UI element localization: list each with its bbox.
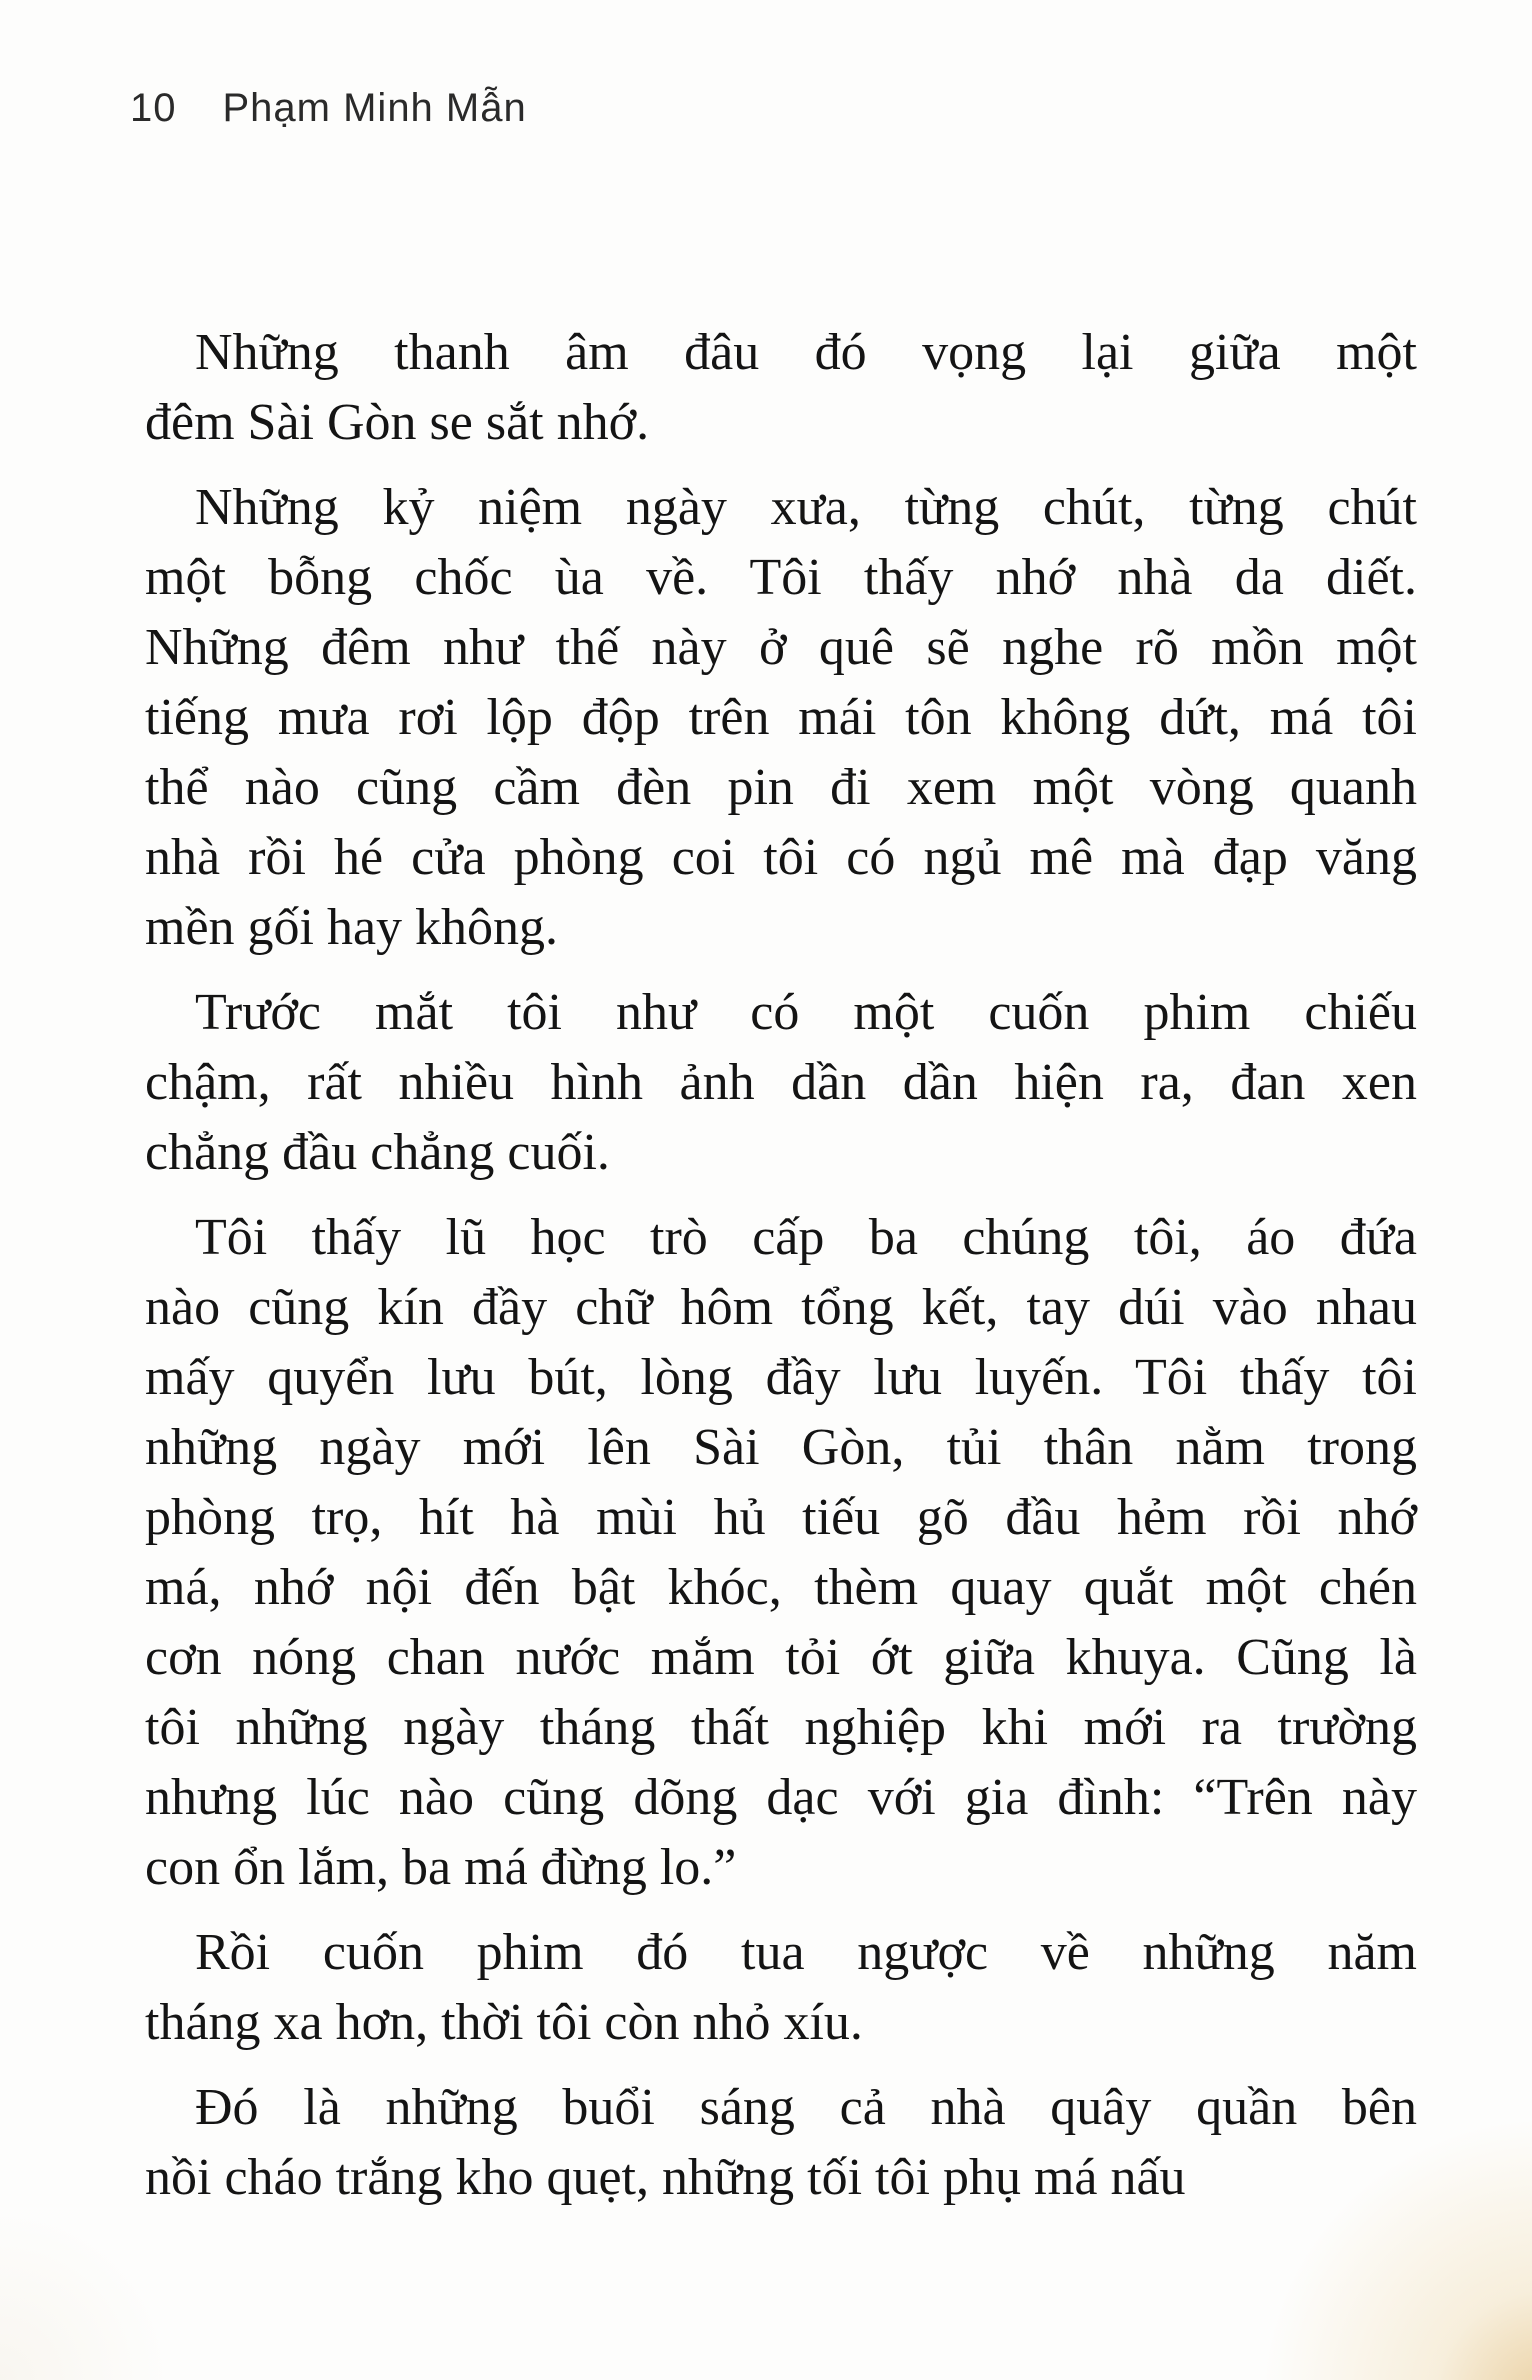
text-line: Đó là những buổi sáng cả nhà quây quần bên bbox=[195, 2079, 1417, 2136]
text-line: tôi những ngày tháng thất nghiệp khi mới ra trường bbox=[145, 1699, 1417, 1756]
page-body bbox=[145, 318, 1417, 2228]
text-line: tháng xa hơn, thời tôi còn nhỏ xíu. bbox=[145, 1994, 863, 2051]
text-line: con ổn lắm, ba má đừng lo.” bbox=[145, 1839, 737, 1896]
text-line: chậm, rất nhiều hình ảnh dần dần hiện ra, đan xen bbox=[145, 1054, 1417, 1111]
text-line: Rồi cuốn phim đó tua ngược về những năm bbox=[195, 1924, 1417, 1981]
paragraph bbox=[145, 1203, 1417, 1903]
paragraph bbox=[145, 318, 1417, 458]
text-line: Những thanh âm đâu đó vọng lại giữa một bbox=[195, 324, 1417, 381]
text-line: đêm Sài Gòn se sắt nhớ. bbox=[145, 394, 650, 451]
text-line: thể nào cũng cầm đèn pin đi xem một vòng quanh bbox=[145, 759, 1417, 816]
text-line: Những đêm như thế này ở quê sẽ nghe rõ mồn một bbox=[145, 619, 1417, 676]
text-line: Trước mắt tôi như có một cuốn phim chiếu bbox=[195, 984, 1417, 1041]
page-number: 10 bbox=[130, 86, 177, 130]
text-line: những ngày mới lên Sài Gòn, tủi thân nằm trong bbox=[145, 1419, 1417, 1476]
text-line: phòng trọ, hít hà mùi hủ tiếu gõ đầu hẻm rồi nhớ bbox=[145, 1489, 1417, 1546]
text-line: tiếng mưa rơi lộp độp trên mái tôn không dứt, má tôi bbox=[145, 689, 1417, 746]
text-line: Tôi thấy lũ học trò cấp ba chúng tôi, áo đứa bbox=[195, 1209, 1417, 1266]
text-line: nồi cháo trắng kho quẹt, những tối tôi phụ má nấu bbox=[145, 2149, 1186, 2206]
text-line: má, nhớ nội đến bật khóc, thèm quay quắt một chén bbox=[145, 1559, 1417, 1616]
text-line: Những kỷ niệm ngày xưa, từng chút, từng chút bbox=[195, 479, 1417, 536]
text-line: mấy quyển lưu bút, lòng đầy lưu luyến. Tôi thấy tôi bbox=[145, 1349, 1417, 1406]
text-line: mền gối hay không. bbox=[145, 899, 559, 956]
text-line: nhưng lúc nào cũng dõng dạc với gia đình: “Trên này bbox=[145, 1769, 1417, 1826]
text-line: chẳng đầu chẳng cuối. bbox=[145, 1124, 610, 1181]
paragraph bbox=[145, 978, 1417, 1188]
paragraph bbox=[145, 1918, 1417, 2058]
text-line: nhà rồi hé cửa phòng coi tôi có ngủ mê mà đạp văng bbox=[145, 829, 1417, 886]
text-line: cơn nóng chan nước mắm tỏi ớt giữa khuya. Cũng là bbox=[145, 1629, 1417, 1686]
paragraph bbox=[145, 473, 1417, 963]
running-header bbox=[130, 86, 527, 131]
paragraph bbox=[145, 2073, 1417, 2213]
text-line: nào cũng kín đầy chữ hôm tổng kết, tay dúi vào nhau bbox=[145, 1279, 1417, 1336]
author-name: Phạm Minh Mẫn bbox=[222, 86, 527, 130]
text-line: một bỗng chốc ùa về. Tôi thấy nhớ nhà da diết. bbox=[145, 549, 1417, 606]
